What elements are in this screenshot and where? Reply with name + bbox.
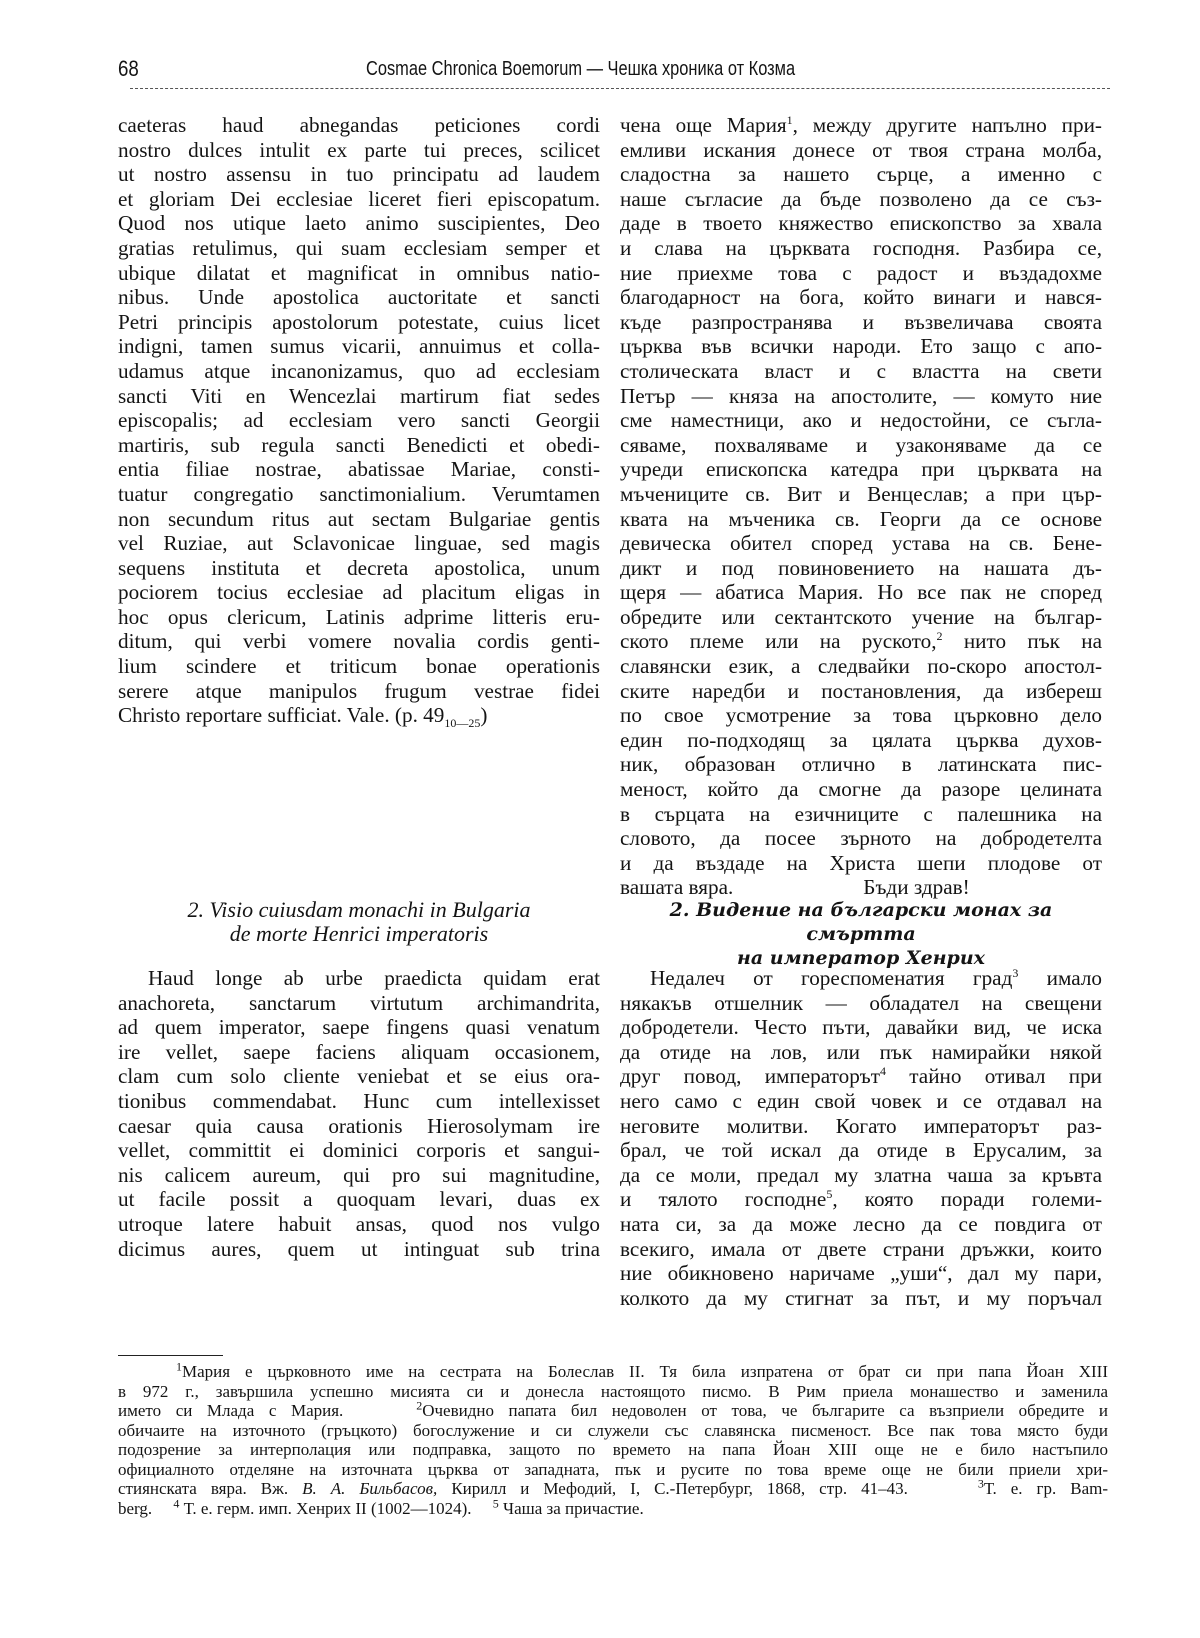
text-line: Quod nos utique laeto animo suscipientes, Deo: [118, 211, 600, 236]
footnote-ref-4[interactable]: 4: [880, 1064, 887, 1079]
text-line: учреди епископска катедра при църквата на: [620, 457, 1102, 482]
text-line: nis calicem aureum, qui pro sui magnitudine,: [118, 1162, 600, 1187]
text-line: колкото да му стигнат за път, и му поръчал: [620, 1285, 1102, 1310]
text-line: Недалеч от гореспоменатия град$^3$ имало: [650, 965, 1102, 990]
text-line: Haud longe ab urbe praedicta quidam erat: [148, 966, 600, 990]
text-line: словото, да посее зърното на добродетелта: [620, 826, 1102, 851]
text-line: nostro dulces intulit ex parte tui preces, scilicet: [118, 137, 600, 162]
text-line: някакъв отшелник — обладател на свещени: [620, 990, 1102, 1015]
text-line: vel Ruziae, aut Sclavonicae linguae, sed magis: [118, 531, 600, 556]
running-title: Cosmae Chronica Boemorum — Чешка хроника от Козма: [366, 58, 796, 80]
text-line: да отиде на лов, или пък намирайки някой: [620, 1039, 1102, 1064]
cited-author: В. А. Бильбасов,: [302, 1479, 438, 1498]
text-line: sancti Viti en Wencezlai martirum fiat sedes: [118, 383, 600, 408]
text-line: nibus. Unde apostolica auctoritate et sancti: [118, 285, 600, 310]
text-line: по свое усмотрение за това църковно дело: [620, 703, 1102, 728]
text-line: вашата вяра. Бъди здрав!: [620, 875, 970, 900]
text-line: брал, че той искал да отиде в Ерусалим, за: [620, 1138, 1102, 1163]
citation-subscript: 10—25: [444, 716, 481, 731]
text-line: дикт и под повиновението на нашата дъ-: [620, 555, 1102, 580]
text-line: tuatur congregatio sanctimonialium. Verumtamen: [118, 481, 600, 506]
text-line: serere atque manipulos frugum vestrae fidei: [118, 678, 600, 703]
text-line: сме наместници, ако и недостойни, се съгла-: [620, 408, 1102, 433]
header-rule: [130, 88, 1110, 89]
text-line: ник, образован отлично в латинската пис-: [620, 752, 1102, 777]
page-number: 68: [118, 56, 139, 81]
bulgarian-column-section2: [620, 966, 1102, 1310]
text-line: Petri principis apostolorum potestate, cuius licet: [118, 309, 600, 334]
text-line: ние обикновено наричаме „уши“, дал му пари,: [620, 1261, 1102, 1286]
text-line: ние приехме това с радост и въздадохме: [620, 260, 1102, 285]
footnote-2-3: стиянската вяра. Вж. В. А. Бильбасов, Кирилл и Мефодий, I, С.-Петербург, 1868, стр. 41–43. $^3$Т. е. гр. Bam-: [118, 1476, 1109, 1498]
text-line: ad quem imperator, saepe fingens quasi venatum: [118, 1015, 600, 1040]
text-line: episcopalis; ad ecclesiam vero sancti Georgii: [118, 408, 600, 433]
latin-column-section2: [118, 966, 600, 1261]
text-line: даде в твоето княжество епископство за хвала: [620, 211, 1102, 236]
footnote-2-cont: обичаите на източното (гръцкото) богослужение и си служели със славянска писменост. Все пак това място буди: [118, 1420, 1108, 1440]
text-line: gratias retulimus, qui suam ecclesiam semper et: [118, 235, 600, 260]
text-line: добродетели. Често пъти, давайки вид, че иска: [620, 1015, 1102, 1040]
footnote-3-4-5: berg. $^4$ Т. е. герм. имп. Хенрих II (1002—1024). $^5$ Чаша за причастие.: [118, 1495, 644, 1518]
text-line: hoc opus clericum, Latinis adprime litteris eru-: [118, 604, 600, 629]
text-line: udamus atque incanonizamus, quo ad ecclesiam: [118, 358, 600, 383]
footnote-ref-5[interactable]: 5: [826, 1187, 833, 1202]
text-line: tionibus commendabat. Hunc cum intellexisset: [118, 1088, 600, 1113]
footnote-1-2: името си Млада с Мария. $^2$Очевидно папата бил недоволен от това, че българите са възприели обредите и: [118, 1398, 1109, 1420]
text-line: ското племе или на руското,$^2$ нито пък на: [620, 629, 1102, 654]
text-line: емливи искания донесе от твоя страна молба,: [620, 137, 1102, 162]
footnote-ref-2[interactable]: 2: [936, 629, 943, 644]
section-heading-bulgarian: 2. Видение на български монах за смъртта на император Хенрих: [669, 899, 1053, 969]
footnote-ref-3[interactable]: 3: [1012, 965, 1019, 980]
text-line-citation: Christo reportare sufficiat. Vale. (p. $49_{10—25}$): [118, 703, 488, 731]
footnote-rule: [118, 1355, 223, 1356]
text-line: ire vellet, saepe faciens aliquam occasionem,: [118, 1039, 600, 1064]
text-line: меност, който да смогне да разоре целината: [620, 777, 1102, 802]
footnote-2-cont: официалното отделяне на източната църква от западната, пък и русите по това време още не били приели хри-: [118, 1459, 1108, 1479]
latin-column: [118, 113, 600, 731]
text-line: сладостна за нашето сърце, а именно с: [620, 162, 1102, 187]
text-line: et gloriam Dei ecclesiae liceret fieri episcopatum.: [118, 186, 600, 211]
text-line: квата на мъченика св. Георги да се основе: [620, 506, 1102, 531]
footnote-1-cont: в 972 г., завършила успешно мисията си и донесла настоящото писмо. В Рим приела монашество и заменила: [118, 1381, 1108, 1401]
text-line: entia filiae nostrae, abatissae Mariae, consti-: [118, 457, 600, 482]
text-line: славянски език, а следвайки по-скоро апостол-: [620, 654, 1102, 679]
footnote-ref-1[interactable]: 1: [786, 112, 793, 127]
footnotes: [118, 1359, 1109, 1518]
text-line: всекиго, имала от двете страни дръжки, които: [620, 1236, 1102, 1261]
text-line: caesar quia causa orationis Hierosolymam ire: [118, 1113, 600, 1138]
text-line: църква във всички народи. Ето защо с апо-: [620, 334, 1102, 359]
text-line: non secundum ritus aut sectam Bulgariae gentis: [118, 506, 600, 531]
text-line: и слава на църквата господня. Разбира се,: [620, 235, 1102, 260]
text-line: и тялото господне$^5$, която поради големи-: [620, 1187, 1103, 1212]
text-line: щеря — абатиса Мария. Но все пак не според: [620, 580, 1102, 605]
text-line: друг повод, императорът$^4$ тайно отивал при: [620, 1064, 1102, 1089]
text-line: да се моли, предал му златна чаша за кръвта: [620, 1162, 1102, 1187]
text-line: Петър — княза на апостолите, — комуто ние: [620, 383, 1102, 408]
bulgarian-column: [620, 113, 1102, 900]
text-line: девическа обител според устава на св. Бене-: [620, 531, 1102, 556]
footnote-1: $^1$Мария е църковното име на сестрата на Болеслав II. Тя била изпратена от брат си при папа Йоан XIII: [176, 1359, 1108, 1381]
text-line: lium scindere et triticum bonae operationis: [118, 654, 600, 679]
text-line: ubique dilatat et magnificat in omnibus natio-: [118, 260, 600, 285]
text-line: ut facile possit a quoquam levari, duas ex: [118, 1187, 600, 1212]
text-line: наше съгласие да бъде позволено да се съз-: [620, 186, 1102, 211]
text-line: pociorem tocius ecclesiae ad placitum eligas in: [118, 580, 600, 605]
text-line: vellet, committit ei dominici corporis et sangui-: [118, 1138, 600, 1163]
text-line: ските наредби и постановления, да избереш: [620, 678, 1102, 703]
text-line: столическата власт и с властта на свети: [620, 358, 1102, 383]
text-line: сяваме, похваляваме и узаконяваме да се: [620, 432, 1102, 457]
text-line: anachoreta, sanctarum virtutum archimandrita,: [118, 990, 600, 1015]
text-line: ditum, qui verbi vomere novalia cordis genti-: [118, 629, 600, 654]
text-line: и да въздаде на Христа шепи плодове от: [620, 850, 1102, 875]
text-line: един по-подходящ за цялата църква духов-: [620, 727, 1102, 752]
text-line: благодарност на бога, който винаги и нався-: [620, 285, 1102, 310]
sign-off: Бъди здрав!: [863, 875, 970, 900]
text-line: utroque latere habuit ansas, quod nos vulgo: [118, 1211, 600, 1236]
text-line: него само с един свой човек и се отдавал на: [620, 1088, 1102, 1113]
section-heading-latin: 2. Visio cuiusdam monachi in Bulgaria de morte Henrici imperatoris: [187, 897, 531, 946]
page-header: [118, 56, 1110, 86]
text-line: къде разпространява и възвеличава своята: [620, 309, 1102, 334]
text-line: чена още Мария$^1$, между другите напълно при-: [620, 112, 1102, 137]
text-line: обредите или сектантското учение на българ-: [620, 604, 1102, 629]
text-line: caeteras haud abnegandas peticiones cordi: [118, 113, 600, 137]
text-line: неговите молитви. Когато императорът раз-: [620, 1113, 1102, 1138]
text-line: ната си, за да може лесно да се повдига от: [620, 1211, 1102, 1236]
text-line: в сърцата на езичниците с палешника на: [620, 801, 1102, 826]
text-line: sequens instituta et decreta apostolica, unum: [118, 555, 600, 580]
text-line: clam cum solo cliente veniebat et se eius ora-: [118, 1064, 600, 1089]
text-line: dicimus aures, quem ut intinguat sub trina: [118, 1236, 600, 1261]
footnote-2-cont: подозрение за интерполация или подправка, защото по времето на папа Йоан XIII още не е било настъпило: [118, 1440, 1108, 1459]
text-line: мъчениците св. Вит и Венцеслав; а при цър-: [620, 481, 1102, 506]
text-line: martiris, sub regula sancti Benedicti et obedi-: [118, 432, 600, 457]
text-line: ut nostro assensu in tuo principatu ad laudem: [118, 162, 600, 187]
text-line: indigni, tamen sumus vicarii, annuimus et colla-: [118, 334, 600, 359]
